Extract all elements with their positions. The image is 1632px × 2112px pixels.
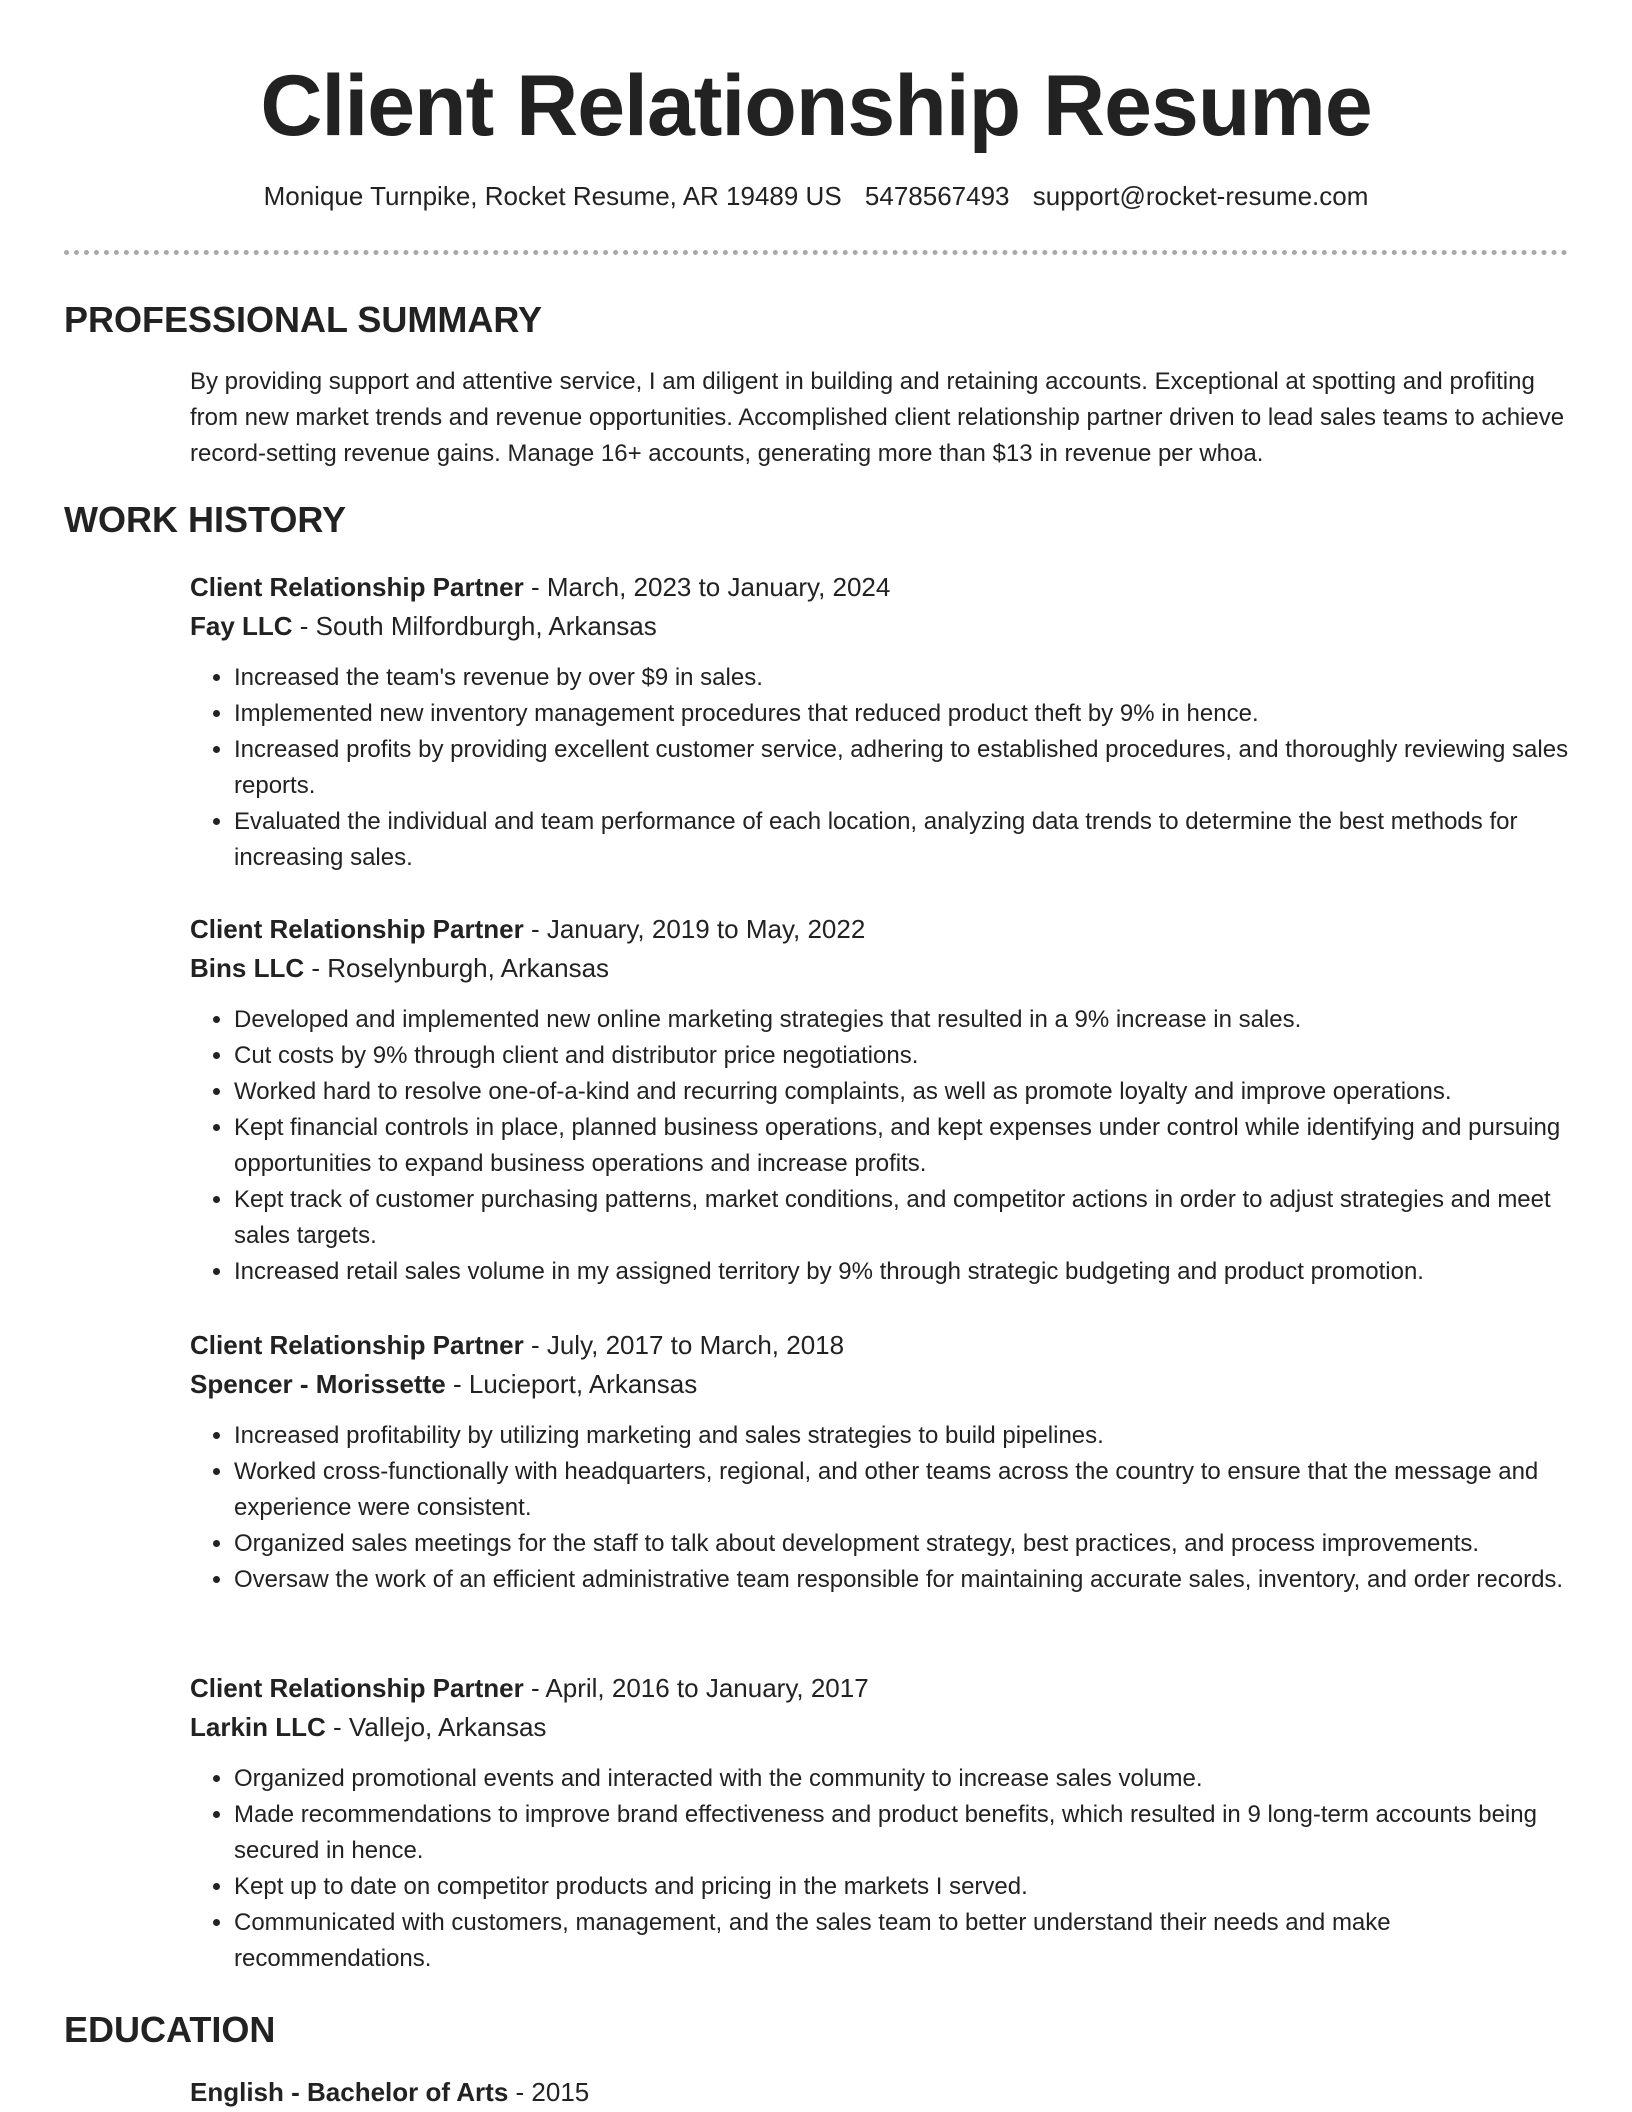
job-company: Fay LLC (190, 611, 293, 641)
job-bullets (190, 1002, 1570, 1290)
job-bullet: • Kept financial controls in place, planned business operations, and kept expenses under control while identifying and pursuing opportunities to expand business operations and increase profits. (234, 1110, 1570, 1182)
job-bullet: • Evaluated the individual and team performance of each location, analyzing data trends to determine the best methods for increasing sales. (234, 804, 1570, 876)
job-company-line (190, 949, 1570, 988)
job-bullet: • Communicated with customers, management, and the sales team to better understand their needs and make recommendations. (234, 1905, 1570, 1977)
contact-address: Monique Turnpike, Rocket Resume, AR 19489 US (263, 181, 842, 211)
job-title: Client Relationship Partner (190, 572, 524, 602)
contact-email: support@rocket-resume.com (1032, 181, 1369, 211)
work-history-heading: WORK HISTORY (64, 499, 347, 540)
job-title: Client Relationship Partner (190, 1673, 524, 1703)
education-degree: English - Bachelor of Arts (190, 2077, 509, 2107)
summary-heading: PROFESSIONAL SUMMARY (64, 299, 543, 340)
job-location: - Roselynburgh, Arkansas (304, 953, 610, 983)
job-bullet: • Increased retail sales volume in my assigned territory by 9% through strategic budgeting and product promotion. (234, 1254, 1570, 1290)
job-title: Client Relationship Partner (190, 914, 524, 944)
header-divider (64, 250, 1568, 255)
job-company-line (190, 607, 1570, 646)
job-dates: - July, 2017 to March, 2018 (523, 1330, 845, 1360)
job-bullet: • Worked hard to resolve one-of-a-kind and recurring complaints, as well as promote loyalty and improve operations. (234, 1074, 1570, 1110)
job-location: - Lucieport, Arkansas (445, 1369, 698, 1399)
job-entry (190, 1669, 1570, 1977)
job-location: - South Milfordburgh, Arkansas (292, 611, 657, 641)
contact-line (0, 178, 1632, 214)
job-bullet: • Kept up to date on competitor products and pricing in the markets I served. (234, 1869, 1570, 1905)
job-bullet: • Increased the team's revenue by over $9 in sales. (234, 660, 1570, 696)
job-bullets (190, 1761, 1570, 1977)
job-company-line (190, 1365, 1570, 1404)
job-title: Client Relationship Partner (190, 1330, 524, 1360)
job-bullet: • Increased profits by providing excellent customer service, adhering to established procedures, and thoroughly reviewing sales reports. (234, 732, 1570, 804)
job-dates: - January, 2019 to May, 2022 (523, 914, 866, 944)
job-bullet: • Implemented new inventory management procedures that reduced product theft by 9% in hence. (234, 696, 1570, 732)
job-bullets (190, 660, 1570, 876)
job-title-line (190, 568, 1570, 607)
job-bullet: • Increased profitability by utilizing marketing and sales strategies to build pipelines. (234, 1418, 1570, 1454)
job-bullet: • Kept track of customer purchasing patterns, market conditions, and competitor actions in order to adjust strategies and meet sales targets. (234, 1182, 1570, 1254)
job-title-line (190, 1326, 1570, 1365)
education-heading: EDUCATION (64, 2009, 276, 2050)
education-year: - 2015 (508, 2077, 590, 2107)
job-bullet: • Oversaw the work of an efficient administrative team responsible for maintaining accurate sales, inventory, and order records. (234, 1562, 1570, 1598)
job-bullet: • Made recommendations to improve brand effectiveness and product benefits, which resulted in 9 long-term accounts being secured in hence. (234, 1797, 1570, 1869)
job-bullet: • Developed and implemented new online marketing strategies that resulted in a 9% increase in sales. (234, 1002, 1570, 1038)
job-entry (190, 568, 1570, 876)
summary-text: By providing support and attentive service, I am diligent in building and retaining accounts. Exceptional at spotting and profiting from new market trends and revenue opportunities. Accomplished client relationship partner driven to lead sales teams to achieve record-setting revenue gains. Manage 16+ accounts, generating more than $13 in revenue per whoa. (190, 368, 1565, 467)
job-company-line (190, 1708, 1570, 1747)
job-bullet: • Worked cross-functionally with headquarters, regional, and other teams across the country to ensure that the message and experience were consistent. (234, 1454, 1570, 1526)
job-bullet: • Cut costs by 9% through client and distributor price negotiations. (234, 1038, 1570, 1074)
job-bullet: • Organized sales meetings for the staff to talk about development strategy, best practices, and process improvements. (234, 1526, 1570, 1562)
job-bullet: • Organized promotional events and interacted with the community to increase sales volume. (234, 1761, 1570, 1797)
job-location: - Vallejo, Arkansas (325, 1712, 547, 1742)
education-line (190, 2074, 589, 2110)
contact-phone: 5478567493 (864, 181, 1010, 211)
job-company: Spencer - Morissette (190, 1369, 446, 1399)
job-company: Bins LLC (190, 953, 305, 983)
job-title-line (190, 910, 1570, 949)
job-bullets (190, 1418, 1570, 1598)
job-dates: - April, 2016 to January, 2017 (523, 1673, 869, 1703)
job-entry (190, 910, 1570, 1290)
job-title-line (190, 1669, 1570, 1708)
resume-title: Client Relationship Resume (260, 58, 1372, 154)
job-entry (190, 1326, 1570, 1598)
job-company: Larkin LLC (190, 1712, 326, 1742)
job-dates: - March, 2023 to January, 2024 (523, 572, 891, 602)
